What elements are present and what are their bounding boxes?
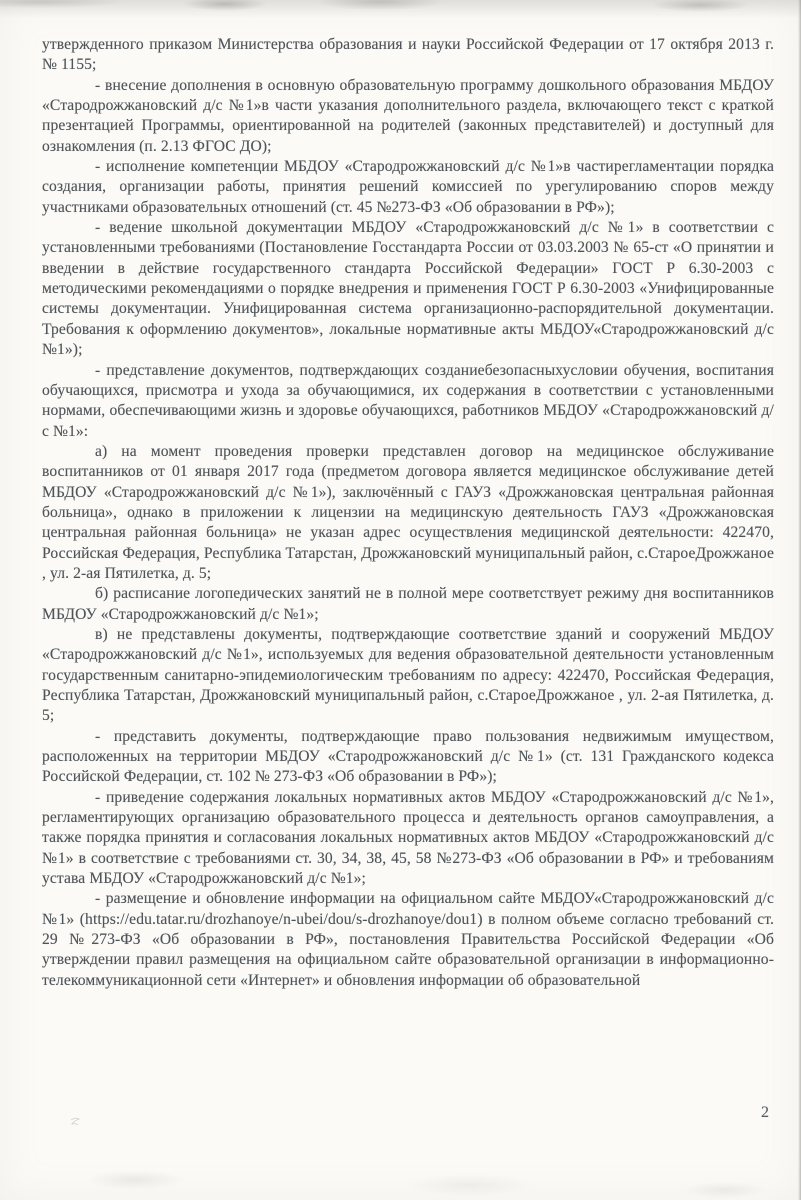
paragraph: в) не представлены документы, подтверждающие соответствие зданий и сооружений МБДОУ «Стародрожжановский д/с №1», используемых для ведения образовательной деятельности установленным государственным санитарно-эпидемиологическим требованиям по адресу: 422470, Российская Федерация, Республика Татарстан, Дрожжановский муниципальный район, с.СтароеДрожжаное , ул. 2-ая Пятилетка, д. 5; xyxy=(42,625,774,725)
paragraph: - представление документов, подтверждающих созданиебезопасныхусловии обучения, воспитания обучающихся, присмотра и ухода за обучающимися, их содержания в соответствии с установленными нормами, обеспечивающими жизнь и здоровье обучающихся, работников МБДОУ «Стародрожжановский д/с №1»: xyxy=(42,361,774,440)
paragraph: - представить документы, подтверждающие право пользования недвижимым имуществом, расположенных на территории МБДОУ «Стародрожжановский д/с №1» (ст. 131 Гражданского кодекса Российской Федерации, ст. 102 № 273-ФЗ «Об образовании в РФ»); xyxy=(42,727,774,786)
paragraph: - приведение содержания локальных нормативных актов МБДОУ «Стародрожжановский д/с №1», регламентирующих организацию образовательного процесса и деятельность органов самоуправления, а также порядка принятия и согласования локальных нормативных актов МБДОУ «Стародрожжановский д/с №1» в соответствие с требованиями ст. 30, 34, 38, 45, 58 №273-ФЗ «Об образовании в РФ» и требованиям устава МБДОУ «Стародрожжановский д/с №1»; xyxy=(42,788,774,888)
paragraph: - размещение и обновление информации на официальном сайте МБДОУ«Стародрожжановский д/с №1» (https://edu.tatar.ru/drozhanoye/n-ubei/dou/s-drozhanoye/dou1) в полном объеме согласно требований ст. 29 №273-ФЗ «Об образовании в РФ», постановления Правительства Российской Федерации «Об утверждении правил размещения на официальном сайте образовательной организации в информационно-телекоммуникационной сети «Интернет» и обновления информации об образовательной xyxy=(42,890,774,989)
paragraph: - ведение школьной документации МБДОУ «Стародрожжановский д/с №1» в соответствии с установленными требованиями (Постановление Госстандарта России от 03.03.2003 № 65-ст «О принятии и введении в действие государственного стандарта Российской Федерации» ГОСТ Р 6.30-2003 с методическими рекомендациями о порядке внедрения и применения ГОСТ Р 6.30-2003 «Унифицированные системы документации. Унифицированная система организационно-распорядительной документации. Требования к оформлению документов», локальные нормативные акты МБДОУ«Стародрожжановский д/с №1»); xyxy=(42,219,774,359)
paragraph: - исполнение компетенции МБДОУ «Стародрожжановский д/с №1»в частирегламентации порядка создания, организации работы, принятия решений комиссией по урегулированию споров между участниками образовательных отношений (ст. 45 №273-ФЗ «Об образовании в РФ»); xyxy=(42,158,774,216)
paragraph: б) расписание логопедических занятий не в полной мере соответствует режиму дня воспитанников МБДОУ «Стародрожжановский д/с №1»; xyxy=(42,585,774,623)
paragraph: - внесение дополнения в основную образовательную программу дошкольного образования МБДОУ «Стародрожжановский д/с №1»в части указания дополнительного раздела, включающего текст с краткой презентацией Программы, ориентированной на родителей (законных представителей) и доступный для ознакомления (п. 2.13 ФГОС ДО); xyxy=(42,76,774,155)
document-text-block xyxy=(42,35,774,991)
scan-edge-artifact-top xyxy=(0,0,801,26)
paragraph: а) на момент проведения проверки представлен договор на медицинское обслуживание воспитанников от 01 января 2017 года (предметом договора является медицинское обслуживание детей МБДОУ «Стародрожжановский д/с №1»), заключённый с ГАУЗ «Дрожжановская центральная районная больница», однако в приложении к лицензии на медицинскую деятельность ГАУЗ «Дрожжановская центральная районная больница» не указан адрес осуществления медицинской деятельности: 422470, Российская Федерация, Республика Татарстан, Дрожжановский муниципальный район, с.СтароеДрожжаное , ул. 2-ая Пятилетка, д. 5; xyxy=(42,442,774,582)
paragraph: утвержденного приказом Министерства образования и науки Российской Федерации от 17 октября 2013 г. № 1155; xyxy=(42,36,774,74)
pencil-mark-artifact xyxy=(68,1116,84,1130)
scan-smudge-artifact-bottom xyxy=(0,1140,801,1200)
page-number: 2 xyxy=(761,1104,769,1121)
